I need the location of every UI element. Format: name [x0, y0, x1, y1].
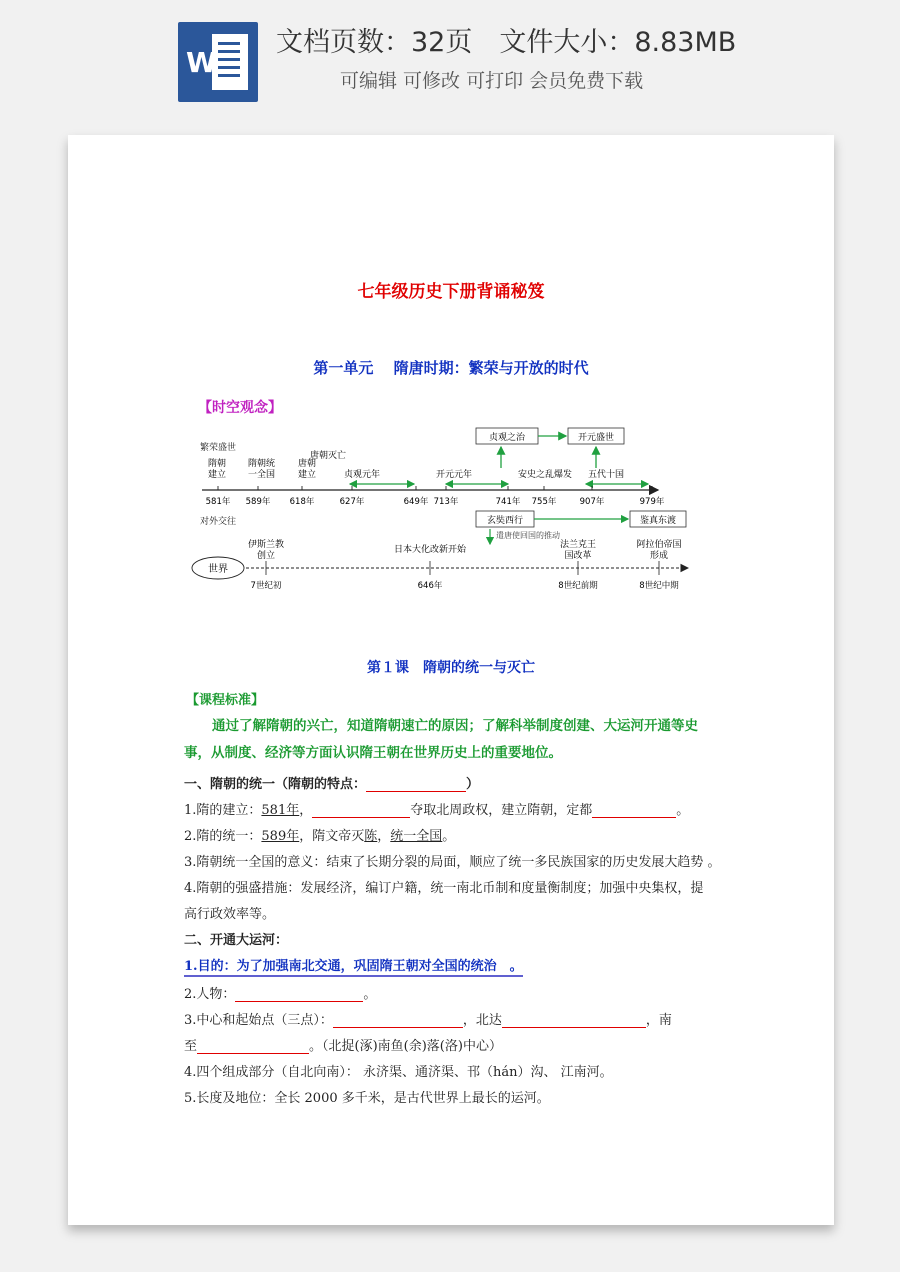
download-header [0, 0, 900, 120]
word-document-icon: W [178, 22, 258, 102]
row-label-prosperity: 繁荣盛世 [200, 443, 237, 453]
event-zhenguan-start: 贞观元年 [344, 470, 381, 480]
year-label: 741年 [495, 497, 521, 507]
para-sui-founding: 1.隋的建立：581年， 夺取北周政权，建立隋朝，定都 。 [184, 803, 690, 818]
year-label: 979年 [639, 497, 665, 507]
world-islam-1: 伊斯兰教 [247, 540, 285, 550]
para-canal-person: 2.人物： 。 [184, 987, 377, 1002]
standard-text: 通过了解隋朝的兴亡，知道隋朝速亡的原因；了解科举制度创建、大运河开通等史事，从制度、经济等方面认识隋王朝在世界历史上的重要地位。 [184, 718, 698, 761]
world-frank-time: 8世纪前期 [558, 581, 598, 591]
para-canal-goal: 1.目的：为了加强南北交通，巩固隋王朝对全国的统治 。 [184, 955, 523, 974]
year-label: 755年 [531, 497, 557, 507]
document-page [68, 135, 834, 1225]
year-label: 713年 [433, 497, 459, 507]
year-label: 649年 [403, 497, 429, 507]
event-tang-founded-1: 唐朝 [298, 459, 317, 469]
world-japan-time: 646年 [417, 581, 443, 591]
year-label: 907年 [579, 497, 605, 507]
box-jianzhen: 鉴真东渡 [639, 516, 677, 526]
lesson-title: 第１课 隋朝的统一与灭亡 [367, 660, 535, 676]
para-measures-1: 4.隋朝的强盛措施：发展经济，编订户籍，统一南北币制和度量衡制度；加强中央集权，提 [184, 881, 704, 896]
box-zhenguan-text: 贞观之治 [488, 433, 526, 443]
para-sui-unification: 2.隋的统一：589年，隋文帝灭陈，统一全国。 [184, 829, 456, 844]
world-islam-2: 创立 [256, 551, 276, 561]
para-canal-parts: 4.四个组成部分（自北向南）： 永济渠、通济渠、邗（hán）沟、 江南河。 [184, 1065, 613, 1080]
event-tang-fall: 唐朝灭亡 [309, 451, 347, 461]
concept-label: 【时空观念】 [198, 400, 282, 416]
world-japan: 日本大化改新开始 [393, 545, 467, 555]
box-xuanzang: 玄奘西行 [486, 516, 524, 526]
para-measures-2: 高行政效率等。 [184, 907, 276, 922]
para-canal-length: 5.长度及地位：全长 2000 多千米，是古代世界上最长的运河。 [184, 1091, 550, 1106]
year-label: 627年 [339, 497, 365, 507]
world-arab-2: 形成 [649, 551, 669, 561]
world-label: 世界 [208, 564, 228, 575]
row-label-foreign: 对外交往 [200, 517, 237, 527]
document-title: 七年级历史下册背诵秘笈 [357, 282, 545, 302]
world-arab-1: 阿拉伯帝国 [636, 540, 682, 550]
event-sui-founded-2: 建立 [208, 470, 227, 480]
file-info-title: 文档页数：32页 文件大小：8.83MB [276, 27, 737, 58]
event-wudai: 五代十国 [588, 470, 625, 480]
event-sui-unify-2: 一全国 [248, 470, 276, 480]
timeline-diagram [188, 420, 718, 605]
standard-label: 【课程标准】 [186, 693, 265, 708]
para-canal-center: 3.中心和起始点（三点）： ，北达 ，南 [184, 1013, 672, 1028]
unit-title: 第一单元 隋唐时期：繁荣与开放的时代 [313, 359, 589, 377]
world-frank-1: 法兰克王 [559, 540, 597, 550]
year-label: 589年 [245, 497, 271, 507]
section1-heading: 一、隋朝的统一（隋朝的特点： ） [184, 777, 480, 792]
section2-heading: 二、开通大运河： [184, 933, 289, 948]
box-kaiyuan-text: 开元盛世 [577, 433, 615, 443]
year-label: 618年 [289, 497, 315, 507]
qiantang-note: 遣唐使回国的推动 [496, 531, 560, 540]
world-frank-2: 国改革 [564, 551, 592, 561]
para-significance: 3.隋朝统一全国的意义：结束了长期分裂的局面，顺应了统一多民族国家的历史发展大趋势 。 [184, 855, 721, 870]
world-islam-time: 7世纪初 [250, 581, 282, 591]
event-sui-founded-1: 隋朝 [208, 459, 227, 469]
file-features-subtitle: 可编辑 可修改 可打印 会员免费下载 [340, 70, 644, 92]
year-label: 581年 [205, 497, 231, 507]
event-sui-unify-1: 隋朝统 [248, 459, 276, 469]
year-ticks [206, 486, 665, 507]
event-anshi: 安史之乱爆发 [518, 470, 573, 480]
event-tang-founded-2: 建立 [298, 470, 317, 480]
para-canal-center-2: 至 。（北捉(涿)南鱼(余)落(洛)中心） [184, 1039, 502, 1054]
event-kaiyuan-start: 开元元年 [436, 470, 473, 480]
world-arab-time: 8世纪中期 [639, 581, 679, 591]
